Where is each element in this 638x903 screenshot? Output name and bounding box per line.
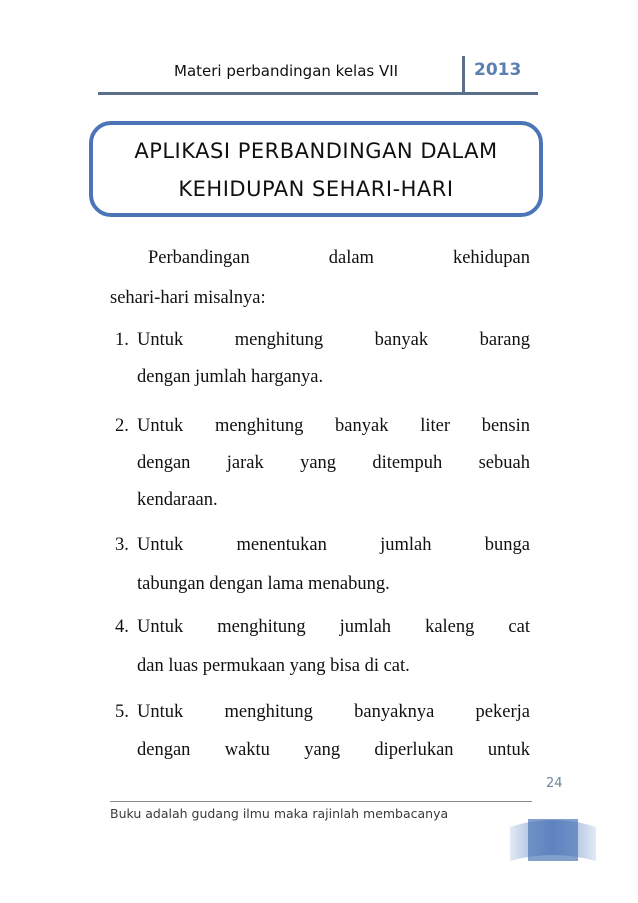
header-year: 2013: [474, 60, 522, 80]
word: menghitung: [214, 416, 304, 436]
chapter-title-line-2: KEHIDUPAN SEHARI-HARI: [178, 177, 454, 201]
list-item-line: [137, 702, 530, 723]
word: Untuk: [137, 416, 184, 436]
list-item-number: 3.: [115, 535, 129, 555]
list-item-line: kendaraan.: [137, 490, 218, 510]
word: banyak: [335, 416, 389, 436]
word: ditempuh: [372, 453, 443, 473]
ribbon-center: [528, 819, 578, 861]
footer-divider: [110, 801, 532, 802]
word: jarak: [226, 453, 264, 473]
list-item-line: dan luas permukaan yang bisa di cat.: [137, 656, 410, 676]
word: dengan: [137, 740, 191, 760]
word: cat: [508, 617, 530, 637]
word: banyaknya: [354, 702, 435, 722]
word: banyak: [374, 330, 429, 350]
word: pekerja: [475, 702, 530, 722]
word: Untuk: [137, 535, 184, 555]
chapter-title-box: [89, 121, 543, 217]
page-header: [98, 56, 538, 95]
word: untuk: [487, 740, 530, 760]
word: Untuk: [137, 617, 184, 637]
list-item-line: [137, 330, 530, 351]
word: menghitung: [224, 702, 313, 722]
list-item-line: [137, 617, 530, 638]
word: bunga: [484, 535, 530, 555]
list-item-number: 4.: [115, 617, 129, 637]
word: Perbandingan: [148, 248, 250, 268]
list-item-line: [137, 453, 530, 474]
list-item-line: [137, 416, 530, 437]
footer-decoration-graphic: [508, 809, 598, 871]
intro-line-2: sehari-hari misalnya:: [110, 288, 266, 308]
word: kehidupan: [452, 248, 530, 268]
word: yang: [300, 453, 337, 473]
word: waktu: [224, 740, 270, 760]
intro-line-1: [110, 243, 530, 273]
word: barang: [479, 330, 530, 350]
word: sebuah: [478, 453, 530, 473]
intro-paragraph: [110, 243, 530, 313]
list-item-number: 2.: [115, 416, 129, 436]
list-item-number: 1.: [115, 330, 129, 350]
word: liter: [420, 416, 450, 436]
page-number: 24: [546, 776, 563, 791]
word: Untuk: [137, 702, 184, 722]
word: yang: [304, 740, 341, 760]
word: bensin: [481, 416, 530, 436]
word: dalam: [328, 248, 374, 268]
list-item-line: tabungan dengan lama menabung.: [137, 574, 390, 594]
header-separator: [462, 56, 465, 92]
header-title: Materi perbandingan kelas VII: [174, 62, 399, 80]
word: jumlah: [380, 535, 432, 555]
list-item-line: [137, 535, 530, 556]
word: Untuk: [137, 330, 184, 350]
list-item-number: 5.: [115, 702, 129, 722]
word: dengan: [137, 453, 191, 473]
word: menghitung: [234, 330, 324, 350]
word: kaleng: [425, 617, 475, 637]
word: diperlukan: [374, 740, 454, 760]
word: menentukan: [236, 535, 327, 555]
word: jumlah: [339, 617, 392, 637]
word: menghitung: [217, 617, 306, 637]
footer-text: Buku adalah gudang ilmu maka rajinlah membacanya: [110, 806, 449, 821]
chapter-title-line-1: APLIKASI PERBANDINGAN DALAM: [134, 139, 498, 163]
list-item-line: [137, 740, 530, 761]
list-item-line: dengan jumlah harganya.: [137, 367, 324, 387]
